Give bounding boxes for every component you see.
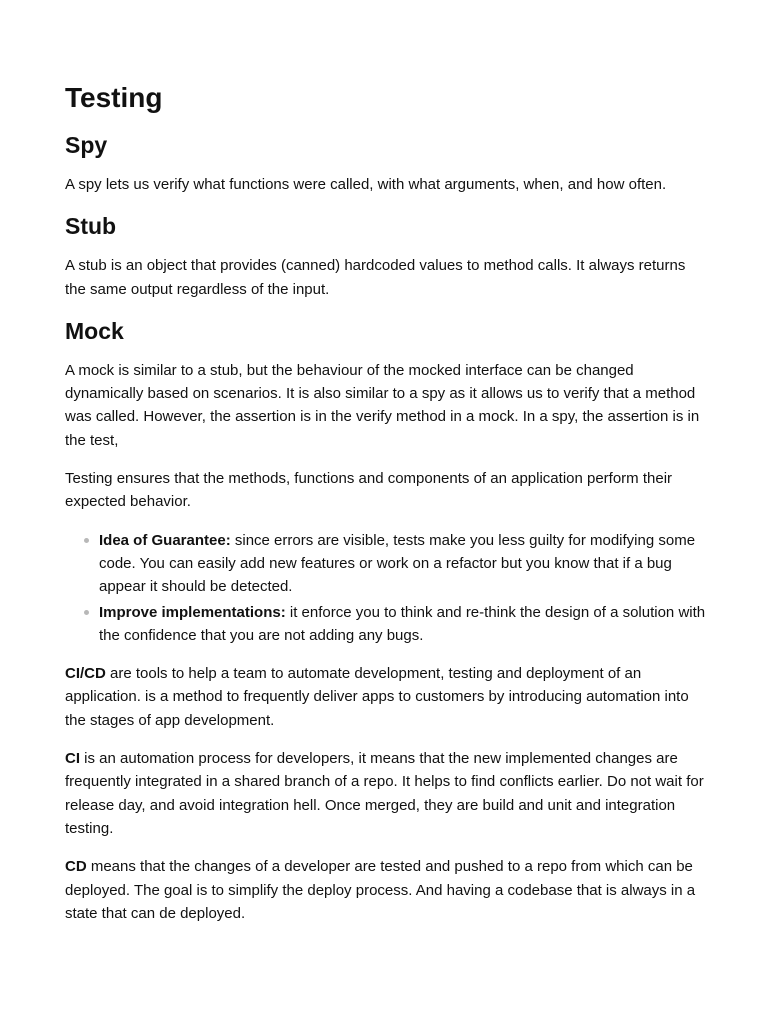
section-heading-spy: Spy xyxy=(65,132,108,158)
benefits-list xyxy=(65,529,706,647)
paragraph-term: CI xyxy=(65,750,80,768)
paragraph-text: are tools to help a team to automate development, testing and deployment of an application. is a method to frequently deliver apps to customers by introducing automation into the stages of app development. xyxy=(65,665,689,729)
paragraph-text: is an automation process for developers, it means that the new implemented changes are frequently integrated in a shared branch of a repo. It helps to find conflicts earlier. Do not wait for release day, and avoid integration hell. Once merged, they are build and unit and integration testing. xyxy=(65,750,704,837)
ci-paragraph xyxy=(65,747,706,840)
list-item xyxy=(99,601,706,648)
bullet-icon xyxy=(84,610,89,615)
list-item-term: Improve implementations: xyxy=(99,603,286,621)
section-text-stub: A stub is an object that provides (canned) hardcoded values to method calls. It always returns the same output regardless of the input. xyxy=(65,257,686,298)
list-item-text: since errors are visible, tests make you less guilty for modifying some code. You can easily add new features or work on a refactor but you know that if a bug appear it should be detected. xyxy=(99,531,696,596)
list-item-term: Idea of Guarantee: xyxy=(99,531,231,549)
section-text-mock: A mock is similar to a stub, but the behaviour of the mocked interface can be changed dynamically based on scenarios. It is also similar to a spy as it allows us to verify that a method was called. However, the assertion is in the verify method in a mock. In a spy, the assertion is in the test, xyxy=(65,361,700,449)
section-heading-stub: Stub xyxy=(65,213,117,240)
page-title: Testing xyxy=(65,82,163,113)
bullet-icon xyxy=(84,538,89,543)
paragraph-term: CD xyxy=(65,858,87,876)
testing-intro-paragraph: Testing ensures that the methods, functions and components of an application perform their expected behavior. xyxy=(65,470,673,511)
cicd-paragraph xyxy=(65,662,706,732)
cd-paragraph xyxy=(65,855,706,925)
list-item xyxy=(99,529,706,599)
list-item-text: it enforce you to think and re-think the design of a solution with the confidence that you are not adding any bugs. xyxy=(99,603,706,644)
paragraph-text: means that the changes of a developer are tested and pushed to a repo from which can be deployed. The goal is to simplify the deploy process. And having a codebase that is always in a state that can de deployed. xyxy=(65,858,696,922)
section-heading-mock: Mock xyxy=(65,317,124,344)
paragraph-term: CI/CD xyxy=(65,665,106,683)
section-text-spy: A spy lets us verify what functions were called, with what arguments, when, and how often. xyxy=(65,176,667,193)
